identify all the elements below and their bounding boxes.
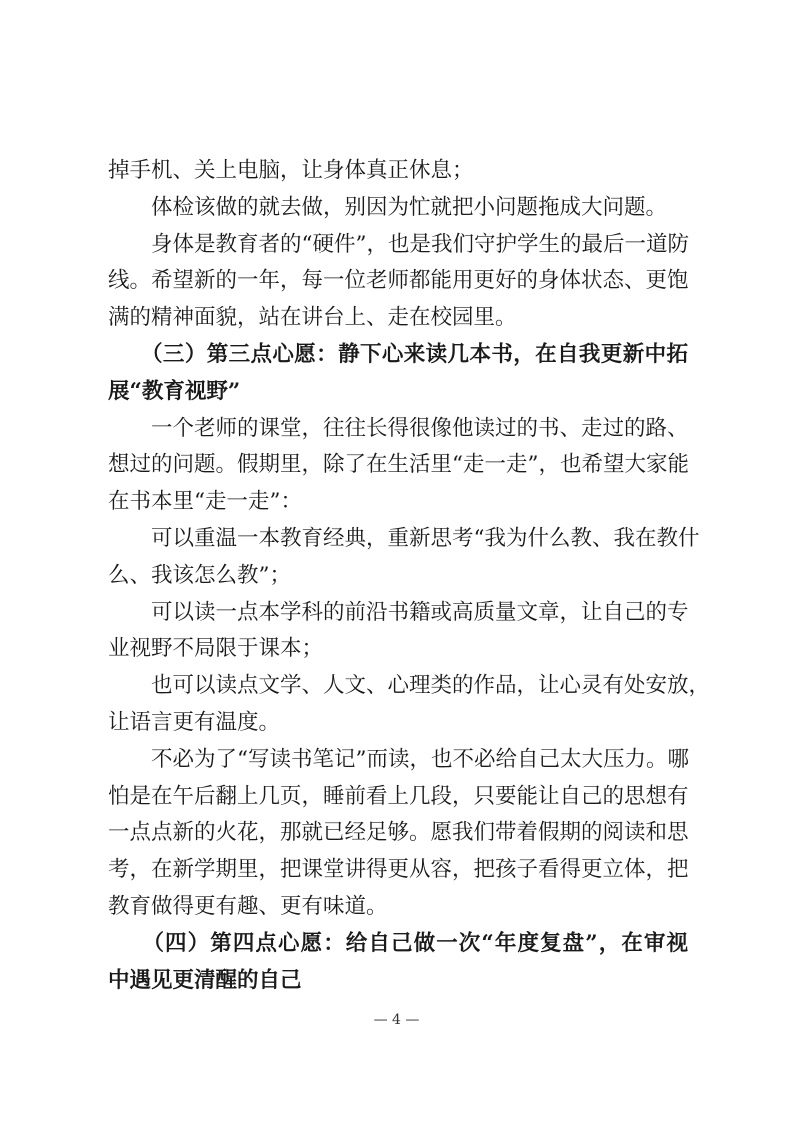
body-text-line: 想过的问题。假期里，除了在生活里“走一走”，也希望大家能 xyxy=(108,452,689,477)
body-text-line: 么、我该怎么教”； xyxy=(108,563,291,588)
page-number: — 4 — xyxy=(373,1012,420,1028)
body-text-line: 体检该做的就去做，别因为忙就把小问题拖成大问题。 xyxy=(108,195,668,220)
body-text-line: 不必为了“写读书笔记”而读，也不必给自己太大压力。哪 xyxy=(108,747,689,772)
body-text-line: 教育做得更有趣、更有味道。 xyxy=(108,894,388,919)
body-text-line: 也可以读点文学、人文、心理类的作品，让心灵有处安放， xyxy=(108,673,711,698)
body-text-line: 在书本里“走一走”： xyxy=(108,489,302,514)
section-heading-3: （三）第三点心愿：静下心来读几本书，在自我更新中拓 xyxy=(108,342,688,367)
body-text-line: 线。希望新的一年，每一位老师都能用更好的身体状态、更饱 xyxy=(108,268,689,293)
body-text-line: 考，在新学期里，把课堂讲得更从容，把孩子看得更立体，把 xyxy=(108,857,689,882)
section-heading-4: （四）第四点心愿：给自己做一次“年度复盘”，在审视 xyxy=(108,931,688,956)
body-text-line: 可以重温一本教育经典，重新思考“我为什么教、我在教什 xyxy=(108,526,700,551)
body-text-line: 怕是在午后翻上几页，睡前看上几段，只要能让自己的思想有 xyxy=(108,784,689,809)
body-text-line: 一个老师的课堂，往往长得很像他读过的书、走过的路、 xyxy=(108,416,689,441)
section-heading-4-cont: 中遇见更清醒的自己 xyxy=(108,968,302,993)
body-text-line: 让语言更有温度。 xyxy=(108,710,281,735)
body-text-line: 掉手机、关上电脑，让身体真正休息； xyxy=(108,158,474,183)
body-text-line: 一点点新的火花，那就已经足够。愿我们带着假期的阅读和思 xyxy=(108,820,689,845)
body-text-line: 业视野不局限于课本； xyxy=(108,636,324,661)
body-text-line: 身体是教育者的“硬件”，也是我们守护学生的最后一道防 xyxy=(108,232,689,257)
body-text-line: 满的精神面貌，站在讲台上、走在校园里。 xyxy=(108,305,517,330)
body-text-line: 可以读一点本学科的前沿书籍或高质量文章，让自己的专 xyxy=(108,600,689,625)
section-heading-3-cont: 展“教育视野” xyxy=(108,379,241,404)
